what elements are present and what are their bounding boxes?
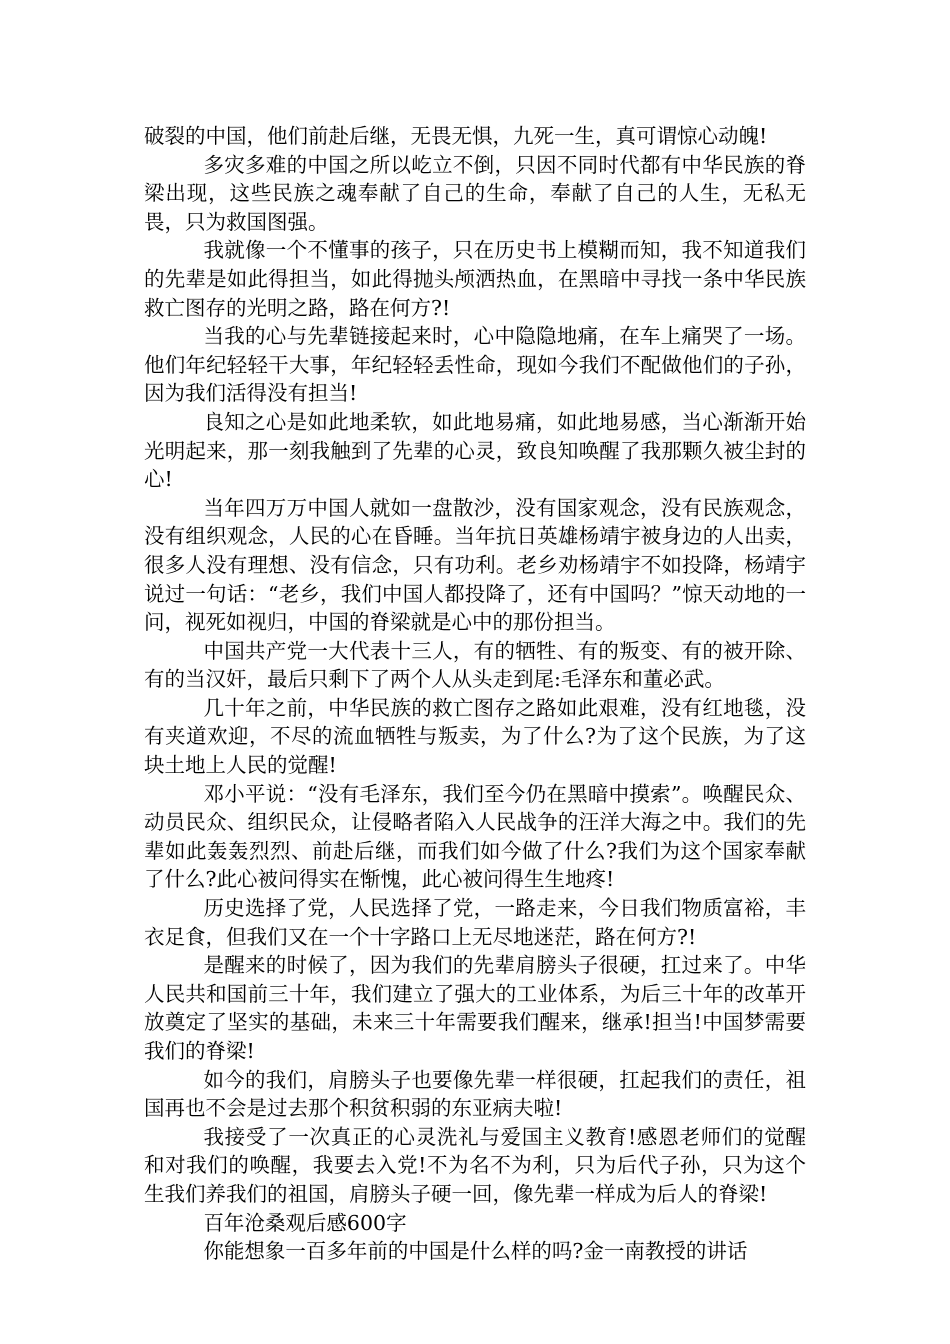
paragraph: 你能想象一百多年前的中国是什么样的吗?金一南教授的讲话 [203, 1239, 748, 1264]
paragraph: 邓小平说：“没有毛泽东，我们至今仍在黑暗中摸索”。唤醒民众、动员民众、组织民众，让侵略者陷入人民战争的汪洋大海之中。我们的先辈如此轰轰烈烈、前赴后继，而我们如今做了什么?我们为这个国家奉献了什么?此心被问得实在惭愧，此心被问得生生地疼! [144, 781, 806, 892]
paragraph: 如今的我们，肩膀头子也要像先辈一样很硬，扛起我们的责任，祖国再也不会是过去那个积贫积弱的东亚病夫啦! [144, 1067, 806, 1121]
paragraph: 破裂的中国，他们前赴后继，无畏无惧，九死一生，真可谓惊心动魄! [144, 124, 768, 148]
paragraph: 当我的心与先辈链接起来时，心中隐隐地痛，在车上痛哭了一场。他们年纪轻轻干大事，年纪轻轻丢性命，现如今我们不配做他们的子孙，因为我们活得没有担当! [144, 324, 806, 406]
paragraph: 我接受了一次真正的心灵洗礼与爱国主义教育!感恩老师们的觉醒和对我们的唤醒，我要去入党!不为名不为利，只为后代子孙，只为这个生我们养我们的祖国，肩膀头子硬一回，像先辈一样成为后人的脊梁! [144, 1124, 806, 1206]
paragraph: 我就像一个不懂事的孩子，只在历史书上模糊而知，我不知道我们的先辈是如此得担当，如此得抛头颅洒热血，在黑暗中寻找一条中华民族救亡图存的光明之路，路在何方?! [144, 238, 806, 320]
paragraph: 良知之心是如此地柔软，如此地易痛，如此地易感，当心渐渐开始光明起来，那一刻我触到了先辈的心灵，致良知唤醒了我那颗久被尘封的心! [144, 409, 806, 492]
paragraph: 几十年之前，中华民族的救亡图存之路如此艰难，没有红地毯，没有夹道欢迎，不尽的流血牺牲与叛卖，为了什么?为了这个民族，为了这块土地上人民的觉醒! [144, 695, 806, 778]
document-body [144, 122, 806, 1266]
paragraph: 多灾多难的中国之所以屹立不倒，只因不同时代都有中华民族的脊梁出现，这些民族之魂奉献了自己的生命，奉献了自己的人生，无私无畏，只为救国图强。 [144, 152, 806, 234]
paragraph: 中国共产党一大代表十三人，有的牺牲、有的叛变、有的被开除、有的当汉奸，最后只剩下了两个人从头走到尾:毛泽东和董必武。 [144, 638, 806, 692]
section-title: 百年沧桑观后感600字 [203, 1210, 407, 1235]
paragraph: 当年四万万中国人就如一盘散沙，没有国家观念，没有民族观念，没有组织观念，人民的心在昏睡。当年抗日英雄杨靖宇被身边的人出卖，很多人没有理想、没有信念，只有功利。老乡劝杨靖宇不如投降，杨靖宇说过一句话：“老乡，我们中国人都投降了，还有中国吗？”惊天动地的一问，视死如视归，中国的脊梁就是心中的那份担当。 [144, 495, 806, 635]
paragraph: 历史选择了党，人民选择了党，一路走来，今日我们物质富裕，丰衣足食，但我们又在一个十字路口上无尽地迷茫，路在何方?! [144, 896, 806, 949]
paragraph: 是醒来的时候了，因为我们的先辈肩膀头子很硬，扛过来了。中华人民共和国前三十年，我们建立了强大的工业体系，为后三十年的改革开放奠定了坚实的基础，未来三十年需要我们醒来，继承!担当!中国梦需要我们的脊梁! [144, 953, 806, 1063]
